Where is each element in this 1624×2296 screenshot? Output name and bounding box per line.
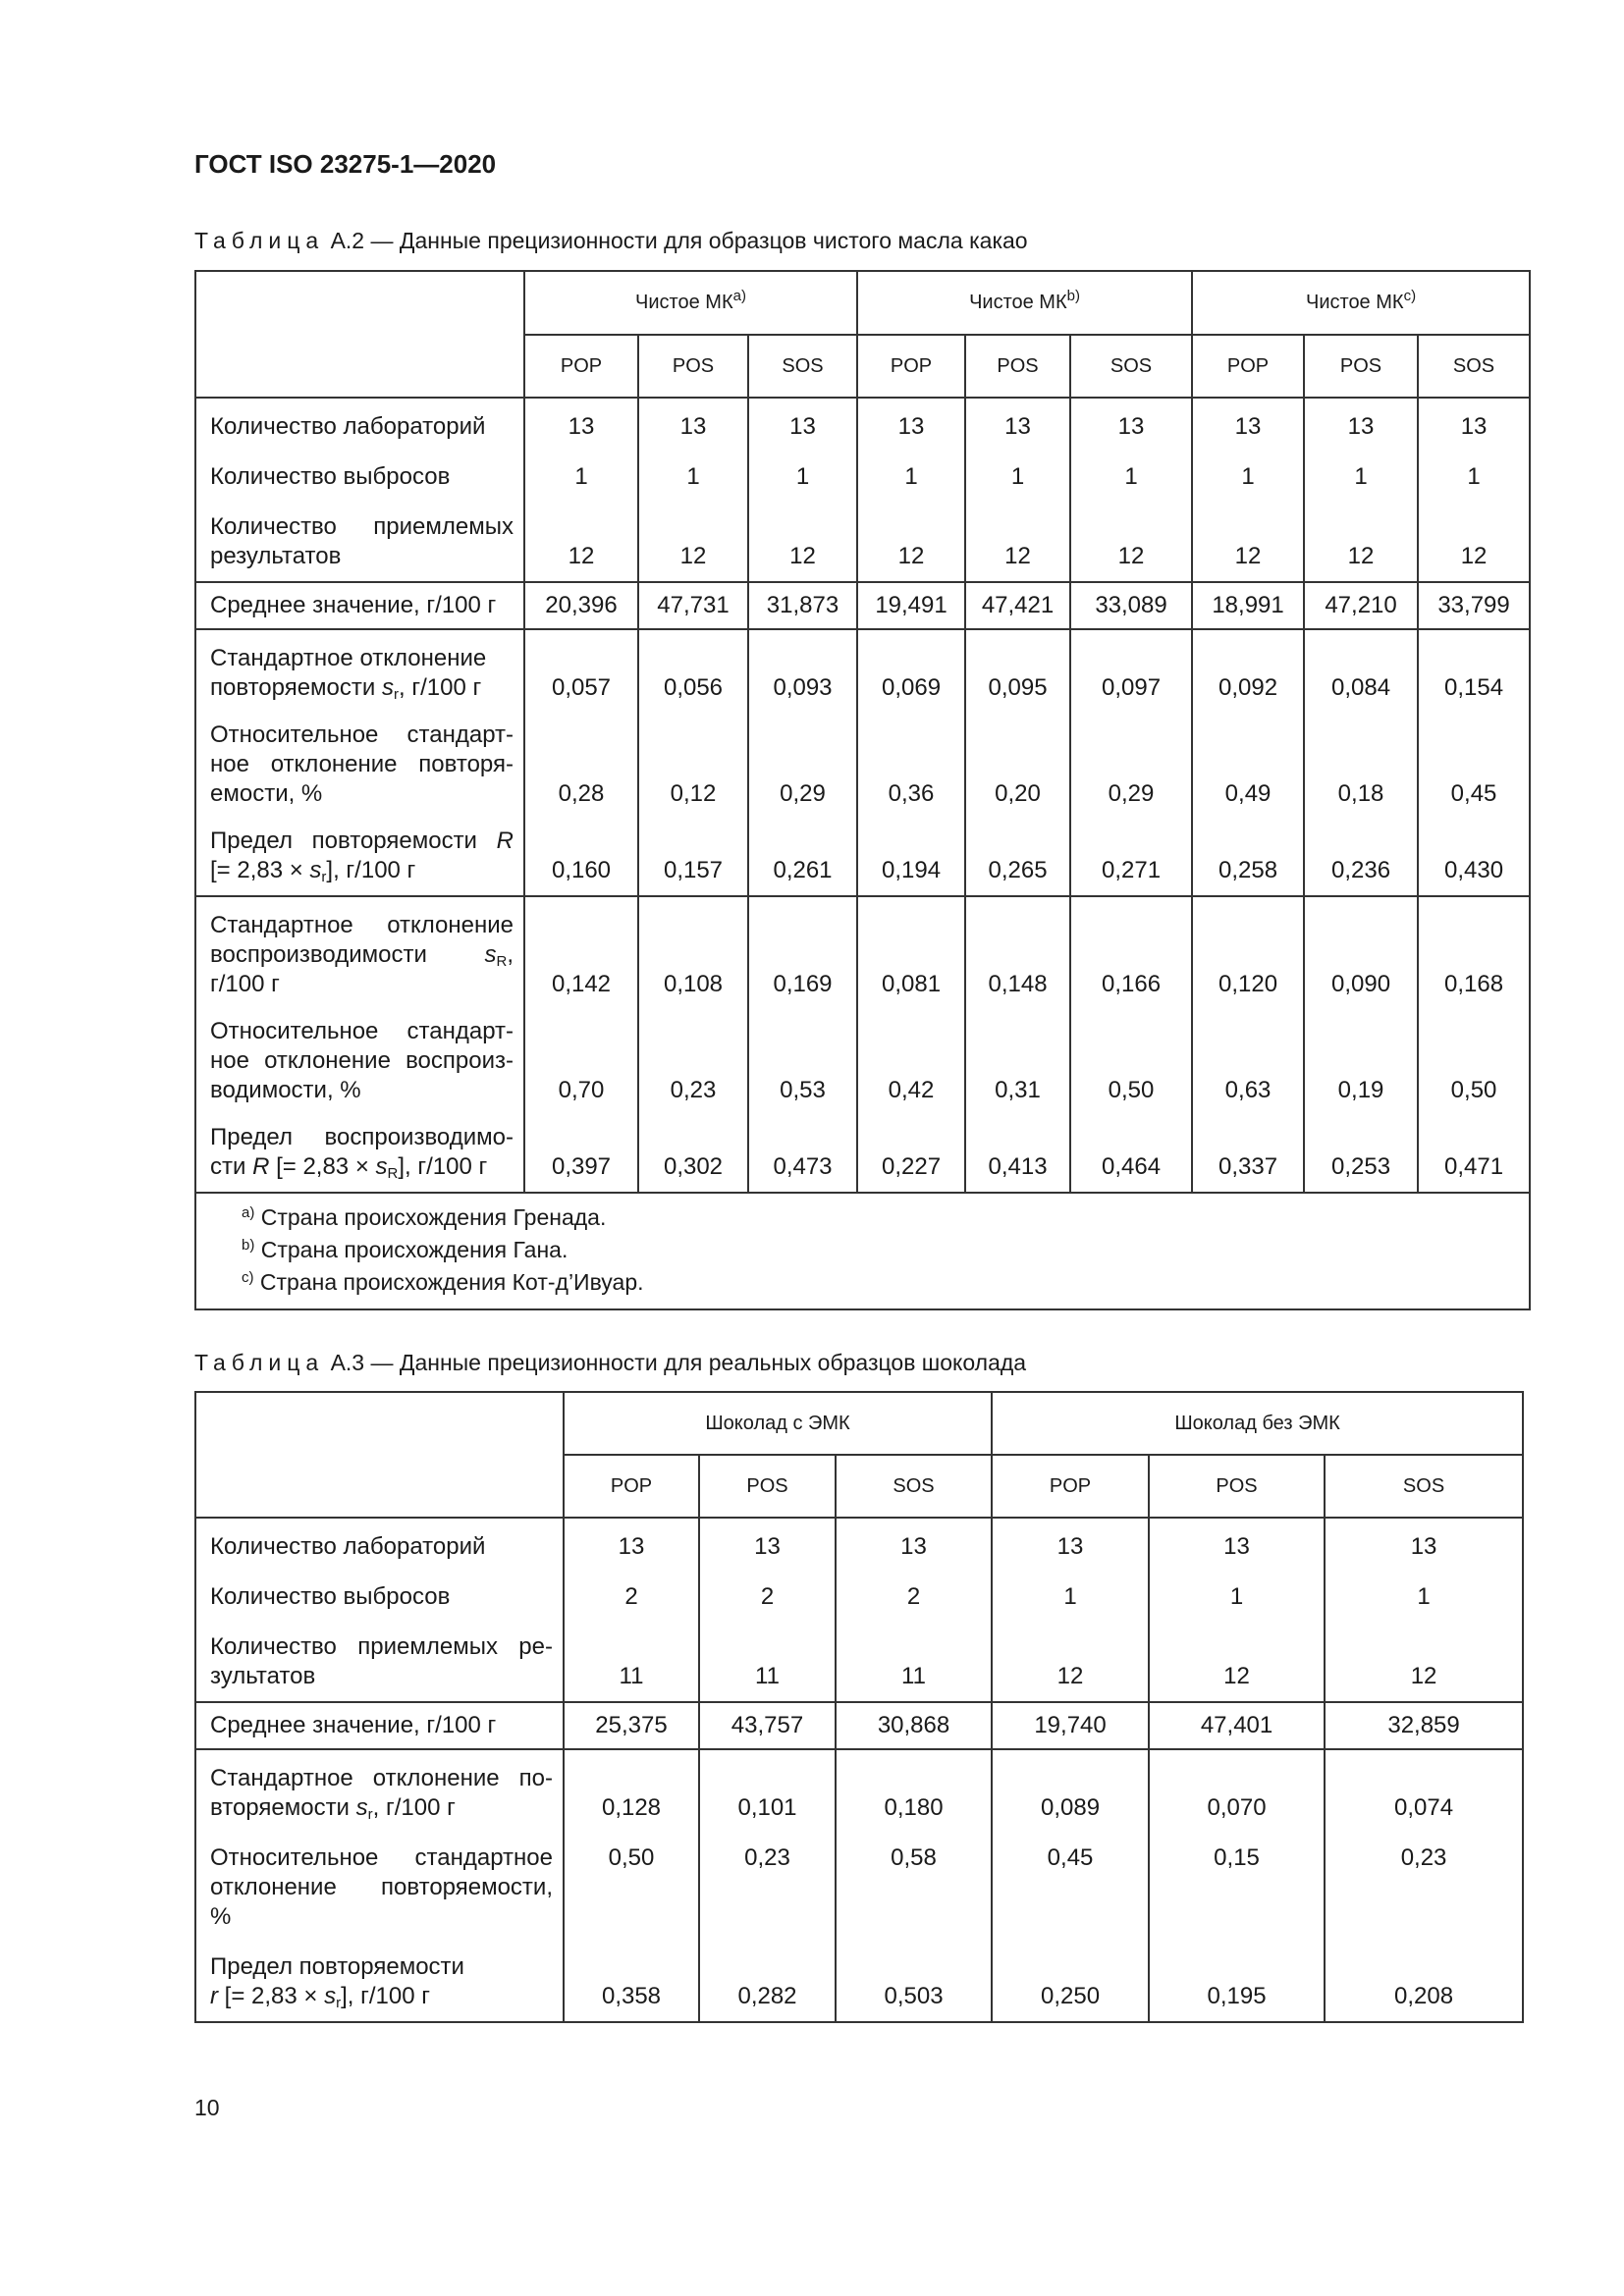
table-cell	[638, 398, 748, 582]
cell-value: 0,180	[884, 1794, 944, 1821]
table-cell	[1192, 629, 1304, 896]
table-cell	[836, 1702, 992, 1749]
table-cell	[564, 1518, 699, 1702]
table-cell	[992, 1749, 1149, 2022]
table-cell	[1192, 582, 1304, 629]
column-header: POS	[1149, 1455, 1325, 1518]
column-header: SOS	[1325, 1455, 1523, 1518]
cell-value: 47,421	[981, 592, 1055, 618]
cell-value: 13	[679, 413, 707, 440]
table-row	[195, 1702, 1523, 1749]
cell-value: 0,430	[1444, 857, 1504, 883]
cell-value: 1	[1124, 463, 1138, 490]
cell-value: 0,50	[1450, 1077, 1497, 1103]
row-label-mean: Среднее значение, г/100 г	[195, 582, 524, 629]
cell-value: 0,413	[988, 1153, 1048, 1180]
cell-value: 0,157	[663, 857, 724, 883]
cell-value: 12	[1460, 543, 1488, 569]
group-header: Чистое МК$^{c)}$	[1192, 271, 1530, 335]
column-header: POS	[965, 335, 1070, 398]
cell-value: 0,089	[1041, 1794, 1101, 1821]
cell-value: 1	[1229, 1583, 1244, 1610]
table-a3-caption	[194, 1350, 1026, 1376]
cell-value: 0,069	[881, 674, 942, 701]
column-header: SOS	[748, 335, 857, 398]
table-cell	[1418, 398, 1530, 582]
cell-value: 13	[1223, 1533, 1250, 1560]
cell-value: 0,15	[1214, 1844, 1260, 1871]
cell-value: 0,128	[601, 1794, 662, 1821]
cell-value: 12	[1056, 1663, 1084, 1689]
cell-value: 0,120	[1218, 971, 1278, 997]
table-row	[195, 629, 1530, 896]
table-cell	[748, 629, 857, 896]
cell-value: 1	[795, 463, 810, 490]
table-cell	[965, 398, 1070, 582]
cell-value: 0,31	[995, 1077, 1041, 1103]
header-stub	[195, 1392, 564, 1518]
cell-value: 43,757	[731, 1712, 804, 1738]
table-a2-caption	[194, 228, 1028, 254]
column-header: POP	[564, 1455, 699, 1518]
table-row	[195, 1749, 1523, 2022]
cell-value: 0,19	[1337, 1077, 1384, 1103]
footnote: $^{a)}$ Страна происхождения Гренада.	[242, 1204, 607, 1230]
cell-value: 12	[1234, 543, 1262, 569]
cell-value: 0,160	[551, 857, 612, 883]
cell-value: 32,859	[1387, 1712, 1460, 1738]
cell-value: 0,29	[780, 780, 826, 807]
cell-value: 2	[760, 1583, 775, 1610]
cell-value: 0,50	[1108, 1077, 1155, 1103]
table-cell	[992, 1518, 1149, 1702]
table-cell	[524, 582, 638, 629]
table-cell	[1070, 629, 1192, 896]
cell-value: 0,302	[663, 1153, 724, 1180]
table-row	[195, 582, 1530, 629]
group-header: Чистое МК$^{a)}$	[524, 271, 857, 335]
caption-text: А.2 — Данные прецизионности для образцов чистого масла какао	[330, 228, 1028, 253]
cell-value: 47,210	[1325, 592, 1397, 618]
table-cell	[638, 896, 748, 1193]
cell-value: 12	[1410, 1663, 1437, 1689]
cell-value: 0,194	[881, 857, 942, 883]
cell-value: 0,23	[670, 1077, 717, 1103]
caption-label: Таблица	[194, 228, 325, 253]
cell-value: 1	[1241, 463, 1255, 490]
table-cell	[564, 1749, 699, 2022]
cell-value: 0,261	[773, 857, 833, 883]
cell-value: 33,799	[1437, 592, 1510, 618]
table-cell	[965, 896, 1070, 1193]
cell-value: 0,227	[881, 1153, 942, 1180]
cell-value: 0,28	[558, 780, 605, 807]
table-cell	[965, 582, 1070, 629]
cell-value: 47,731	[657, 592, 730, 618]
cell-value: 13	[1234, 413, 1262, 440]
cell-value: 0,236	[1331, 857, 1391, 883]
cell-value: 0,50	[608, 1844, 655, 1871]
group-header: Чистое МК$^{b)}$	[857, 271, 1192, 335]
row-label-repeatability: Стандартное отклонение повторяемости $s_r$, г/100 г Относительное стандарт- ное отклонение повторя- емости, % Предел повторяемости R [= $2,83 \times s_r$], г/100 г	[195, 629, 524, 896]
cell-value: 20,396	[545, 592, 618, 618]
cell-value: 0,45	[1047, 1844, 1094, 1871]
table-row	[195, 896, 1530, 1193]
cell-value: 0,49	[1224, 780, 1272, 807]
cell-value: 0,18	[1337, 780, 1384, 807]
table-cell	[1070, 398, 1192, 582]
cell-value: 0,258	[1218, 857, 1278, 883]
cell-value: 1	[1354, 463, 1368, 490]
table-cell	[1304, 896, 1418, 1193]
cell-value: 0,397	[551, 1153, 612, 1180]
cell-value: 0,084	[1331, 674, 1391, 701]
table-cell	[524, 629, 638, 896]
table-cell	[699, 1518, 836, 1702]
cell-value: 0,70	[558, 1077, 605, 1103]
row-label-mean: Среднее значение, г/100 г	[195, 1702, 564, 1749]
cell-value: 47,401	[1200, 1712, 1273, 1738]
cell-value: 33,089	[1095, 592, 1167, 618]
caption-text: А.3 — Данные прецизионности для реальных образцов шоколада	[330, 1350, 1027, 1375]
table-cell	[1325, 1749, 1523, 2022]
cell-value: 1	[1010, 463, 1025, 490]
cell-value: 19,491	[875, 592, 947, 618]
cell-value: 12	[897, 543, 925, 569]
cell-value: 0,101	[737, 1794, 797, 1821]
cell-value: 0,29	[1108, 780, 1155, 807]
document-header: ГОСТ ISO 23275-1—2020	[194, 149, 497, 179]
cell-value: 0,195	[1207, 1983, 1267, 2009]
cell-value: 12	[1223, 1663, 1250, 1689]
cell-value: 0,36	[888, 780, 935, 807]
cell-value: 0,097	[1101, 674, 1162, 701]
cell-value: 13	[754, 1533, 781, 1560]
column-header: POS	[699, 1455, 836, 1518]
cell-value: 0,092	[1218, 674, 1278, 701]
cell-value: 11	[901, 1663, 926, 1689]
column-header: POP	[1192, 335, 1304, 398]
cell-value: 0,20	[995, 780, 1041, 807]
cell-value: 2	[624, 1583, 638, 1610]
table-a3	[194, 1391, 1524, 2023]
cell-value: 0,271	[1101, 857, 1162, 883]
cell-value: 1	[574, 463, 588, 490]
cell-value: 0,12	[670, 780, 717, 807]
caption-label: Таблица	[194, 1350, 325, 1375]
cell-value: 0,095	[988, 674, 1048, 701]
cell-value: 0,471	[1444, 1153, 1504, 1180]
cell-value: 0,090	[1331, 971, 1391, 997]
table-cell	[1418, 896, 1530, 1193]
table-cell	[857, 398, 965, 582]
table-cell	[1418, 629, 1530, 896]
cell-value: 13	[1460, 413, 1488, 440]
header-stub	[195, 271, 524, 398]
cell-value: 0,337	[1218, 1153, 1278, 1180]
column-header: POS	[1304, 335, 1418, 398]
cell-value: 12	[679, 543, 707, 569]
table-cell	[1192, 398, 1304, 582]
cell-value: 0,358	[601, 1983, 662, 2009]
table-cell	[1325, 1702, 1523, 1749]
cell-value: 0,473	[773, 1153, 833, 1180]
cell-value: 0,081	[881, 971, 942, 997]
table-cell	[1192, 896, 1304, 1193]
cell-value: 0,148	[988, 971, 1048, 997]
table-cell	[638, 629, 748, 896]
row-label-counts: Количество лабораторий Количество выбросов Количество приемлемых результатов	[195, 398, 524, 582]
cell-value: 12	[568, 543, 595, 569]
table-cell	[1149, 1749, 1325, 2022]
table-a2	[194, 270, 1531, 1310]
cell-value: 0,093	[773, 674, 833, 701]
table-cell	[1149, 1518, 1325, 1702]
cell-value: 0,074	[1394, 1794, 1454, 1821]
column-header: SOS	[1418, 335, 1530, 398]
cell-value: 11	[755, 1663, 780, 1689]
table-footnotes	[195, 1193, 1530, 1309]
cell-value: 0,23	[744, 1844, 790, 1871]
table-row	[195, 1518, 1523, 1702]
cell-value: 0,63	[1224, 1077, 1272, 1103]
cell-value: 13	[618, 1533, 645, 1560]
column-header: POP	[524, 335, 638, 398]
cell-value: 1	[904, 463, 918, 490]
table-cell	[965, 629, 1070, 896]
cell-value: 0,503	[884, 1983, 944, 2009]
table-cell	[564, 1702, 699, 1749]
row-label-reproducibility: Стандартное отклонение воспроизводимости $s_R$, г/100 г Относительное стандарт- ное отклонение воспроиз- водимости, % Предел воспроизводимо- сти R [= $2,83 \times s_R$], г/100 г	[195, 896, 524, 1193]
cell-value: 13	[1004, 413, 1031, 440]
cell-value: 13	[1347, 413, 1375, 440]
cell-value: 0,070	[1207, 1794, 1267, 1821]
cell-value: 12	[1004, 543, 1031, 569]
footnote: $^{b)}$ Страна происхождения Гана.	[242, 1237, 568, 1262]
table-cell	[1418, 582, 1530, 629]
cell-value: 2	[906, 1583, 921, 1610]
cell-value: 0,253	[1331, 1153, 1391, 1180]
table-cell	[1304, 582, 1418, 629]
cell-value: 0,057	[551, 674, 612, 701]
cell-value: 13	[789, 413, 816, 440]
table-cell	[1304, 629, 1418, 896]
cell-value: 0,142	[551, 971, 612, 997]
cell-value: 0,208	[1394, 1983, 1454, 2009]
column-header: SOS	[836, 1455, 992, 1518]
cell-value: 0,58	[891, 1844, 937, 1871]
cell-value: 19,740	[1034, 1712, 1107, 1738]
group-header: Шоколад без ЭМК	[992, 1392, 1523, 1455]
cell-value: 0,45	[1450, 780, 1497, 807]
page-number: 10	[194, 2095, 220, 2120]
group-header: Шоколад с ЭМК	[564, 1392, 992, 1455]
cell-value: 13	[1117, 413, 1145, 440]
table-cell	[1304, 398, 1418, 582]
table-cell	[857, 582, 965, 629]
table-cell	[524, 896, 638, 1193]
column-header: POS	[638, 335, 748, 398]
table-cell	[699, 1702, 836, 1749]
column-header: POP	[857, 335, 965, 398]
table-cell	[748, 582, 857, 629]
cell-value: 13	[1056, 1533, 1084, 1560]
cell-value: 0,154	[1444, 674, 1504, 701]
cell-value: 1	[686, 463, 700, 490]
cell-value: 0,168	[1444, 971, 1504, 997]
table-cell	[857, 629, 965, 896]
table-cell	[1325, 1518, 1523, 1702]
row-label-repeatability: Стандартное отклонение по- вторяемости $s_r$, г/100 г Относительное стандартное отклонение повторяемости, % Предел повторяемости r [= $2,83 \times s_r$], г/100 г	[195, 1749, 564, 2022]
cell-value: 0,53	[780, 1077, 826, 1103]
cell-value: 31,873	[766, 592, 839, 618]
cell-value: 0,42	[888, 1077, 935, 1103]
cell-value: 13	[900, 1533, 927, 1560]
table-cell	[524, 398, 638, 582]
cell-value: 0,282	[737, 1983, 797, 2009]
cell-value: 13	[897, 413, 925, 440]
table-cell	[699, 1749, 836, 2022]
cell-value: 0,108	[663, 971, 724, 997]
cell-value: 0,23	[1400, 1844, 1447, 1871]
cell-value: 18,991	[1212, 592, 1284, 618]
cell-value: 0,166	[1101, 971, 1162, 997]
cell-value: 12	[789, 543, 816, 569]
cell-value: 11	[619, 1663, 644, 1689]
cell-value: 1	[1063, 1583, 1077, 1610]
table-cell	[1070, 582, 1192, 629]
table-cell	[836, 1518, 992, 1702]
column-header: SOS	[1070, 335, 1192, 398]
table-row	[195, 398, 1530, 582]
row-label-counts: Количество лабораторий Количество выбросов Количество приемлемых ре- зультатов	[195, 1518, 564, 1702]
cell-value: 30,868	[877, 1712, 950, 1738]
table-cell	[638, 582, 748, 629]
cell-value: 13	[1410, 1533, 1437, 1560]
footnote: $^{c)}$ Страна происхождения Кот-д’Ивуар.	[242, 1269, 644, 1295]
cell-value: 0,464	[1101, 1153, 1162, 1180]
table-cell	[836, 1749, 992, 2022]
cell-value: 0,056	[663, 674, 724, 701]
table-cell	[748, 896, 857, 1193]
cell-value: 1	[1417, 1583, 1431, 1610]
cell-value: 0,265	[988, 857, 1048, 883]
cell-value: 0,250	[1041, 1983, 1101, 2009]
table-cell	[1070, 896, 1192, 1193]
cell-value: 1	[1467, 463, 1481, 490]
table-cell	[1149, 1702, 1325, 1749]
cell-value: 12	[1347, 543, 1375, 569]
cell-value: 13	[568, 413, 595, 440]
table-cell	[992, 1702, 1149, 1749]
cell-value: 0,169	[773, 971, 833, 997]
column-header: POP	[992, 1455, 1149, 1518]
cell-value: 25,375	[595, 1712, 668, 1738]
table-cell	[748, 398, 857, 582]
table-cell	[857, 896, 965, 1193]
cell-value: 12	[1117, 543, 1145, 569]
